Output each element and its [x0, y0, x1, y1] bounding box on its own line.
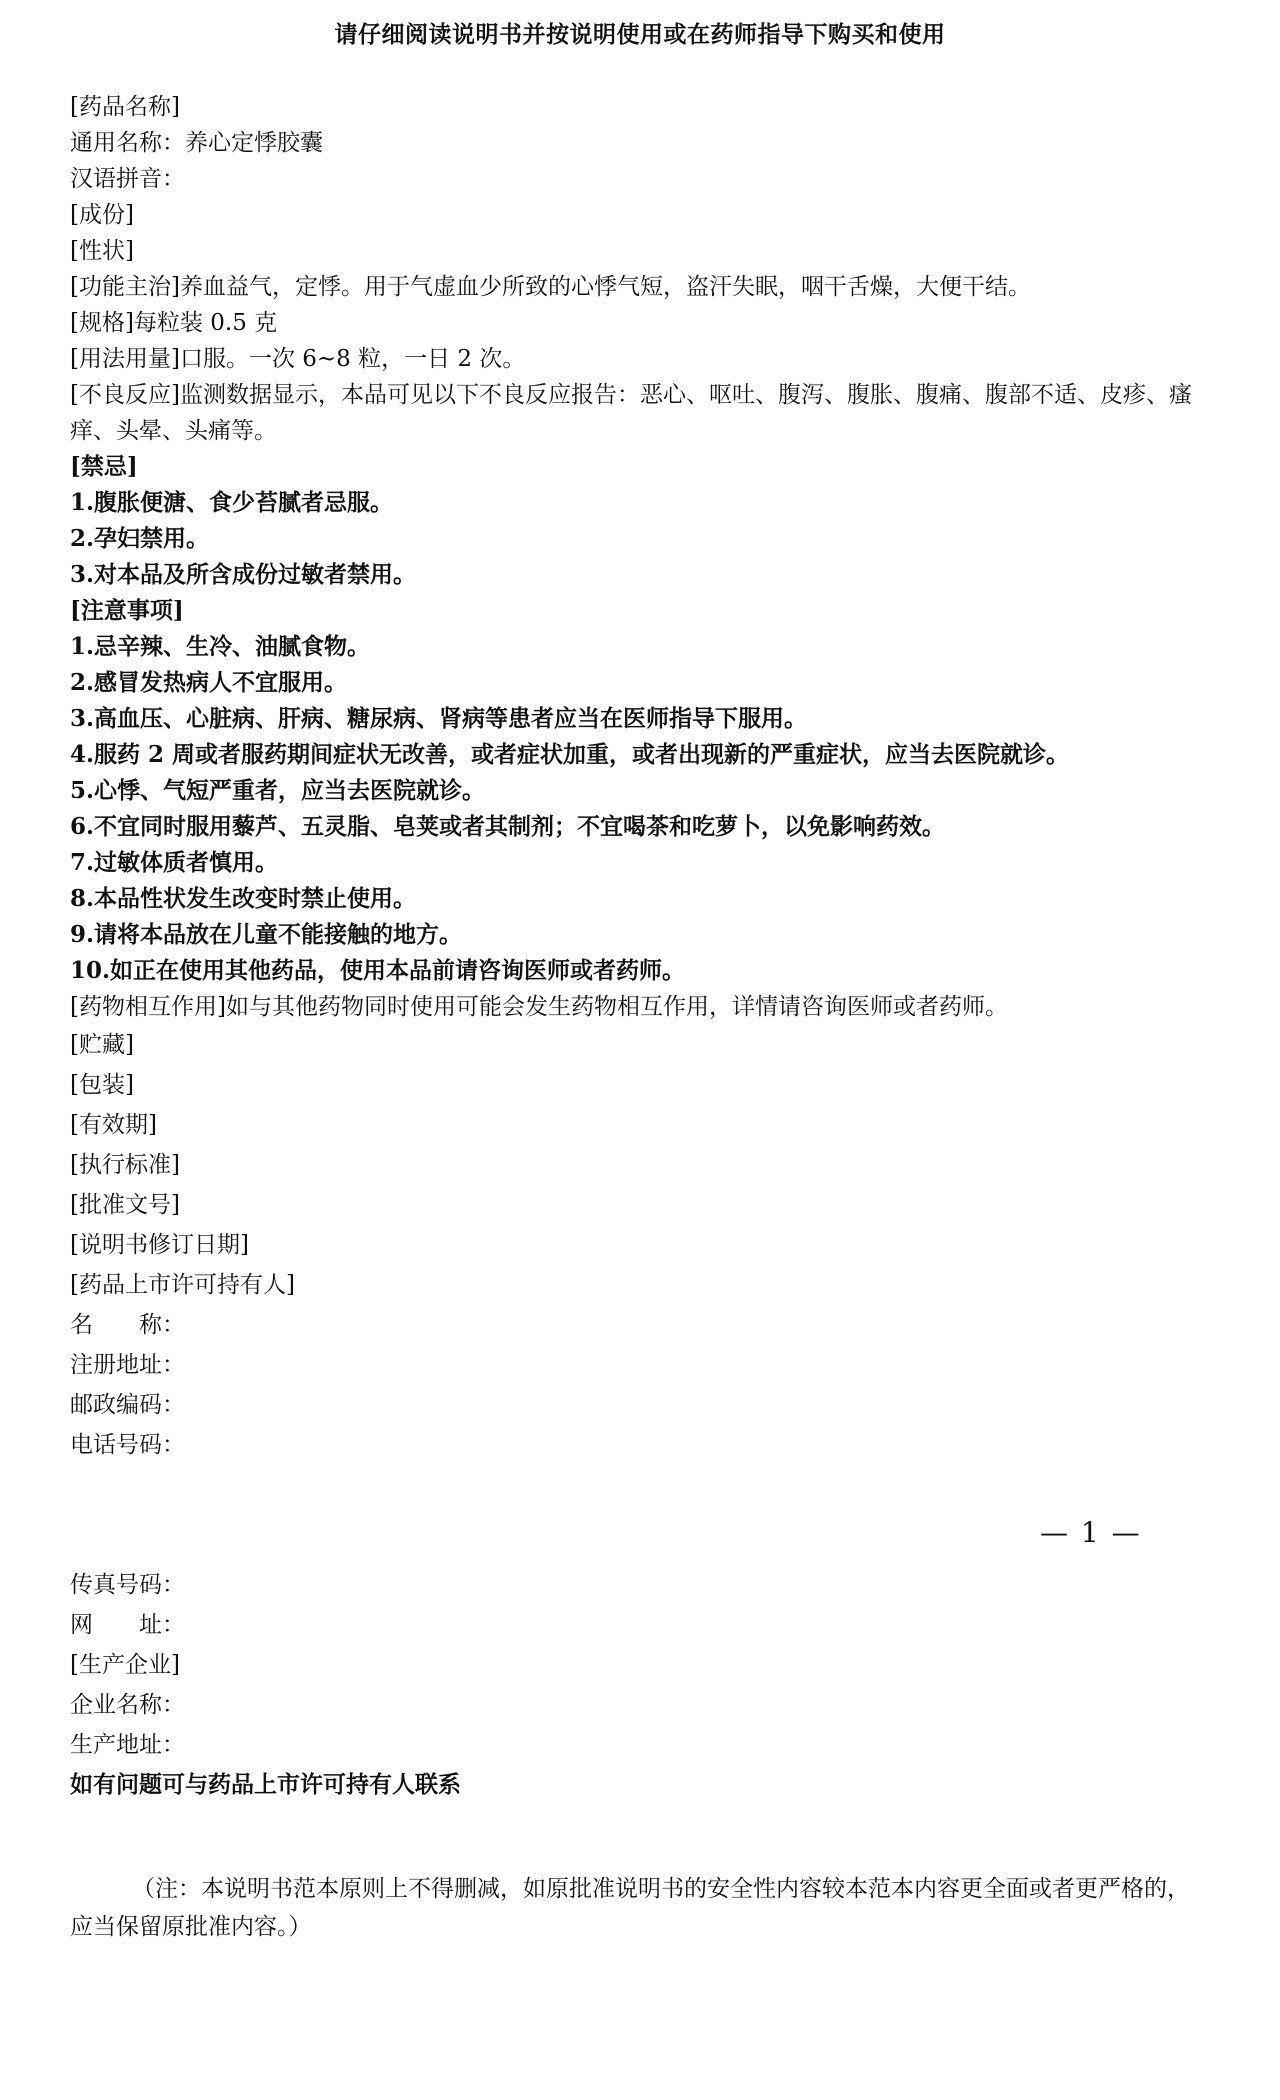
section-manufacturer: [生产企业] [70, 1652, 180, 1678]
section-drug-interactions: [药物相互作用]如与其他药物同时使用可能会发生药物相互作用，详情请咨询医师或者药师。 [70, 994, 1008, 1020]
contraindication-item: 1.腹胀便溏、食少苔腻者忌服。 [70, 489, 394, 516]
section-precautions-title: [注意事项] [70, 597, 184, 624]
section-ingredients: [成份] [70, 202, 134, 228]
generic-name: 通用名称：养心定悸胶囊 [70, 130, 323, 156]
contraindication-item: 3.对本品及所含成份过敏者禁用。 [70, 561, 417, 588]
precaution-item: 7.过敏体质者慎用。 [70, 849, 279, 876]
manufacturer-name-field: 企业名称： [70, 1692, 185, 1718]
section-adverse-reactions: [不良反应]监测数据显示，本品可见以下不良反应报告：恶心、呕吐、腹泻、腹胀、腹痛、腹部不适、皮疹、瘙痒、头晕、头痛等。 [70, 382, 1192, 444]
section-validity: [有效期] [70, 1112, 157, 1138]
section-indications: [功能主治]养血益气，定悸。用于气虚血少所致的心悸气短，盗汗失眠，咽干舌燥，大便干结。 [70, 274, 1031, 300]
holder-website-field: 网 址： [70, 1612, 185, 1638]
section-license-holder: [药品上市许可持有人] [70, 1272, 295, 1298]
section-dosage: [用法用量]口服。一次 6~8 粒，一日 2 次。 [70, 346, 526, 372]
holder-address-field: 注册地址： [70, 1352, 185, 1378]
leaflet-body-mid [70, 1025, 1210, 1465]
section-approval-number: [批准文号] [70, 1192, 180, 1218]
template-footnote: （注：本说明书范本原则上不得删减，如原批准说明书的安全性内容较本范本内容更全面或者更严格的，应当保留原批准内容。） [70, 1876, 1190, 1940]
precaution-item: 9.请将本品放在儿童不能接触的地方。 [70, 921, 463, 948]
section-specification: [规格]每粒装 0.5 克 [70, 310, 278, 336]
leaflet-body-top [70, 89, 1210, 1465]
holder-fax-field: 传真号码： [70, 1572, 185, 1598]
section-appearance: [性状] [70, 238, 134, 264]
document-header: 请仔细阅读说明书并按说明使用或在药师指导下购买和使用 [334, 21, 946, 48]
precaution-item: 10.如正在使用其他药品，使用本品前请咨询医师或者药师。 [70, 957, 686, 984]
section-storage: [贮藏] [70, 1032, 134, 1058]
leaflet-body-bottom [70, 1565, 1210, 1805]
contraindication-item: 2.孕妇禁用。 [70, 525, 210, 552]
holder-name-field: 名 称： [70, 1312, 185, 1338]
precaution-item: 6.不宜同时服用藜芦、五灵脂、皂荚或者其制剂；不宜喝茶和吃萝卜，以免影响药效。 [70, 813, 946, 840]
section-contraindications-title: [禁忌] [70, 453, 138, 480]
holder-postcode-field: 邮政编码： [70, 1392, 185, 1418]
section-packaging: [包装] [70, 1072, 134, 1098]
page-number: — 1 — [1040, 1516, 1142, 1549]
precaution-item: 1.忌辛辣、生冷、油腻食物。 [70, 633, 371, 660]
precaution-item: 5.心悸、气短严重者，应当去医院就诊。 [70, 777, 486, 804]
section-drug-name-heading: [药品名称] [70, 94, 180, 120]
manufacturer-address-field: 生产地址： [70, 1732, 185, 1758]
contact-note: 如有问题可与药品上市许可持有人联系 [70, 1771, 461, 1798]
precaution-item: 8.本品性状发生改变时禁止使用。 [70, 885, 417, 912]
precaution-item: 4.服药 2 周或者服药期间症状无改善，或者症状加重，或者出现新的严重症状，应当去医院就诊。 [70, 741, 1070, 768]
holder-phone-field: 电话号码： [70, 1432, 185, 1458]
section-revision-date: [说明书修订日期] [70, 1232, 249, 1258]
pinyin-name: 汉语拼音： [70, 166, 185, 192]
precaution-item: 3.高血压、心脏病、肝病、糖尿病、肾病等患者应当在医师指导下服用。 [70, 705, 808, 732]
section-standard: [执行标准] [70, 1152, 180, 1178]
precaution-item: 2.感冒发热病人不宜服用。 [70, 669, 348, 696]
